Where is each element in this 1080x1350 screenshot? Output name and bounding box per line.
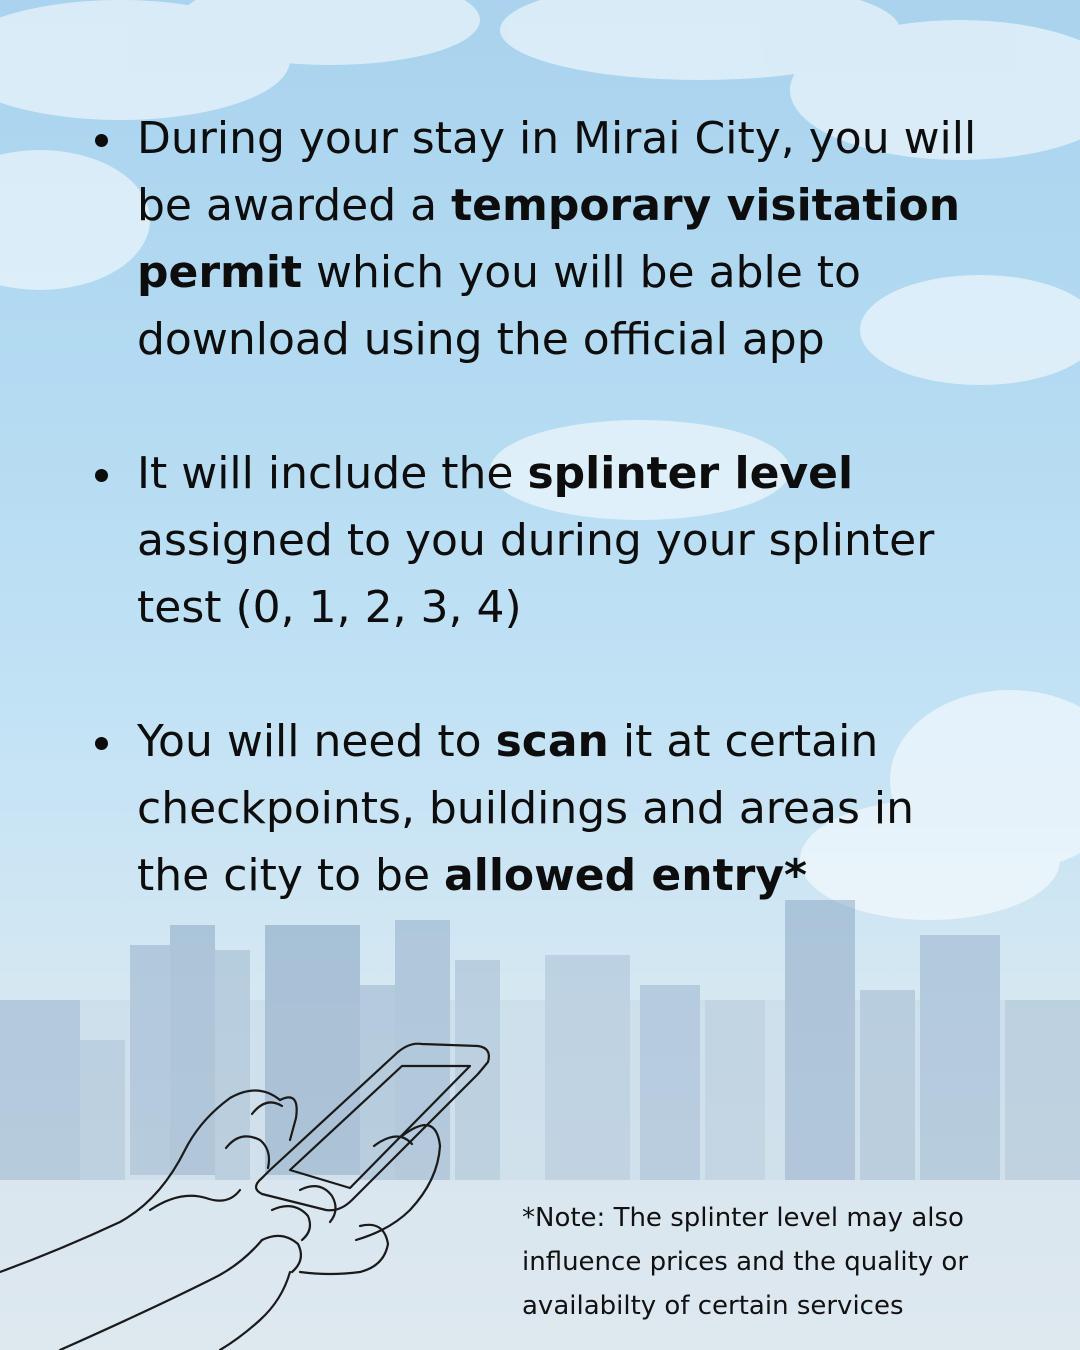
- body-text: download using the official app: [137, 314, 825, 365]
- body-text: be awarded a: [137, 180, 452, 231]
- bullet-line: [137, 239, 1055, 306]
- footnote-line: availabilty of certain services: [522, 1291, 904, 1321]
- footnote: [522, 1196, 1062, 1328]
- body-text: the city to be: [137, 850, 445, 901]
- bullet-line: [137, 507, 1055, 574]
- bullet-permit: [95, 105, 1055, 373]
- bullet-line: [137, 105, 1055, 172]
- body-text: it at certain: [608, 716, 879, 767]
- bullet-line: [137, 775, 1055, 842]
- emphasis-text: allowed entry*: [444, 850, 808, 901]
- emphasis-text: splinter level: [527, 448, 854, 499]
- body-text: assigned to you during your splinter: [137, 515, 935, 566]
- body-text: checkpoints, buildings and areas in: [137, 783, 914, 834]
- bullet-line: [137, 440, 1055, 507]
- hand-holding-phone-icon: [0, 1040, 500, 1350]
- body-text: During your stay in Mirai City, you will: [137, 113, 977, 164]
- footnote-line: influence prices and the quality or: [522, 1247, 969, 1277]
- body-text: test (0, 1, 2, 3, 4): [137, 582, 522, 633]
- bullet-splinter-level: [95, 440, 1055, 641]
- permit-info-list: [95, 105, 1055, 909]
- bullet-line: [137, 574, 1055, 641]
- bullet-scan-entry: [95, 708, 1055, 909]
- emphasis-text: permit: [137, 247, 302, 298]
- body-text: You will need to: [137, 716, 496, 767]
- body-text: It will include the: [137, 448, 528, 499]
- bullet-line: [137, 708, 1055, 775]
- bullet-line: [137, 306, 1055, 373]
- body-text: which you will be able to: [302, 247, 861, 298]
- emphasis-text: scan: [495, 716, 609, 767]
- emphasis-text: temporary visitation: [451, 180, 961, 231]
- footnote-line: *Note: The splinter level may also: [522, 1203, 964, 1233]
- bullet-line: [137, 172, 1055, 239]
- bullet-line: [137, 842, 1055, 909]
